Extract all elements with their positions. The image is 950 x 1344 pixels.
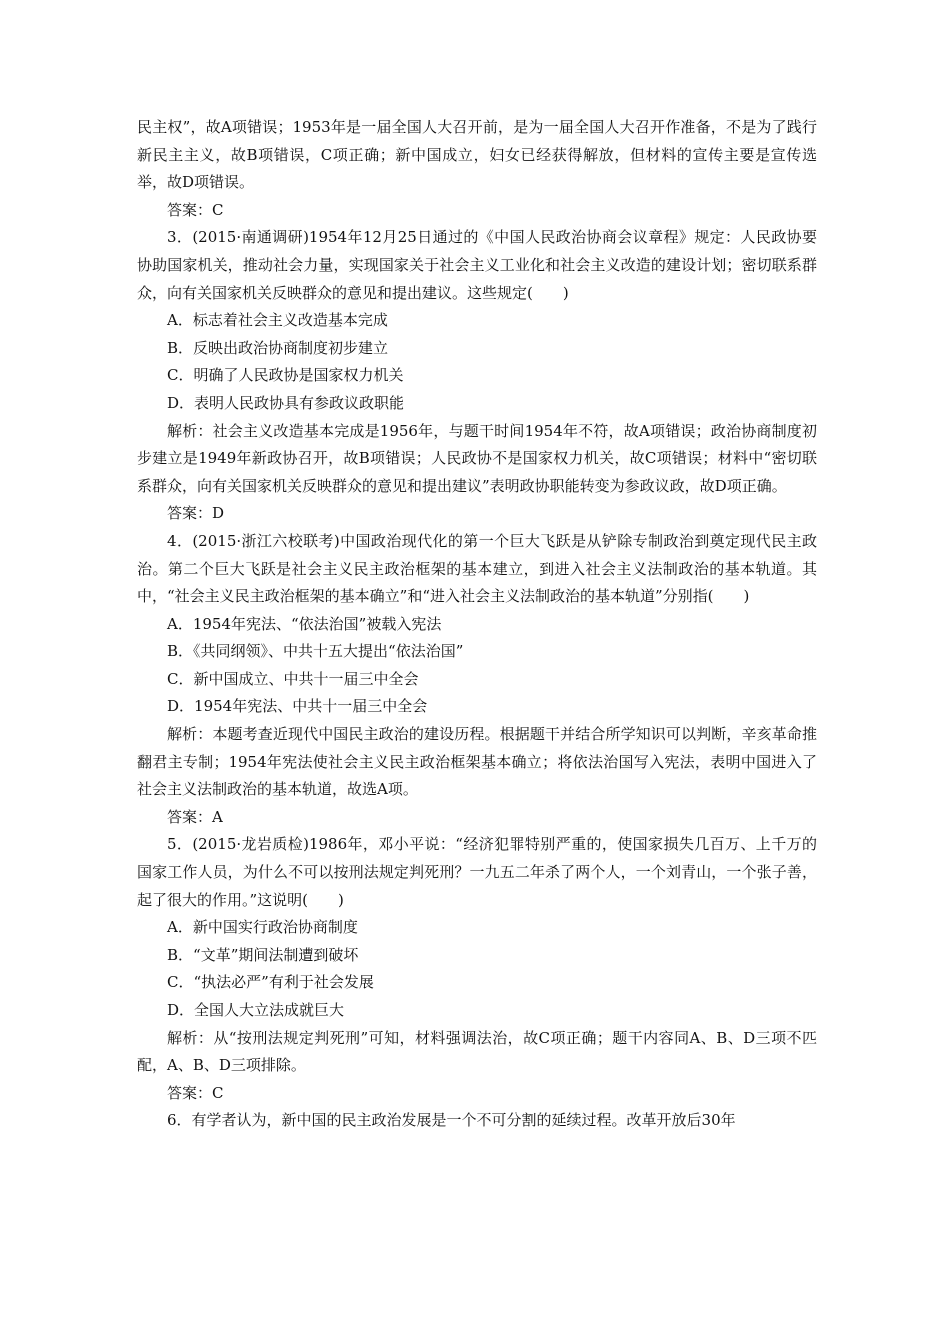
analysis-text: 解析：从“按刑法规定判死刑”可知，材料强调法治，故C项正确；题干内容同A、B、D三项不匹配，A、B、D三项排除。 bbox=[137, 1028, 817, 1075]
question-stem: 3．(2015·南通调研)1954年12月25日通过的《中国人民政治协商会议章程》规定：人民政协要协助国家机关，推动社会力量，实现国家关于社会主义工业化和社会主义改造的建设计划；密切联系群众，向有关国家机关反映群众的意见和提出建议。这些规定( ) bbox=[137, 228, 817, 302]
option-c: C．明确了人民政协是国家权力机关 bbox=[167, 366, 404, 385]
answer-text: 答案：A bbox=[167, 807, 223, 826]
question-4 bbox=[137, 528, 817, 832]
option-b: B．“文革”期间法制遭到破坏 bbox=[167, 945, 359, 964]
option-c: C．新中国成立、中共十一届三中全会 bbox=[167, 669, 419, 688]
option-a: A．新中国实行政治协商制度 bbox=[167, 918, 358, 937]
option-a: A．标志着社会主义改造基本完成 bbox=[167, 311, 388, 330]
analysis-text: 解析：本题考查近现代中国民主政治的建设历程。根据题干并结合所学知识可以判断，辛亥革命推翻君主专制；1954年宪法使社会主义民主政治框架基本确立；将依法治国写入宪法，表明中国进入了社会主义法制政治的基本轨道，故选A项。 bbox=[137, 725, 817, 799]
option-d: D．表明人民政协具有参政议政职能 bbox=[167, 393, 405, 412]
answer-text: 答案：C bbox=[167, 200, 224, 219]
option-b: B．反映出政治协商制度初步建立 bbox=[167, 338, 389, 357]
option-d: D．全国人大立法成就巨大 bbox=[167, 1001, 345, 1019]
question-stem: 5．(2015·龙岩质检)1986年，邓小平说：“经济犯罪特别严重的，使国家损失几百万、上千万的国家工作人员，为什么不可以按刑法规定判死刑？一九五二年杀了两个人，一个刘青山，一个张子善，起了很大的作用。”这说明( ) bbox=[137, 835, 817, 909]
document-page bbox=[137, 114, 817, 1135]
analysis-text: 解析：社会主义改造基本完成是1956年，与题干时间1954年不符，故A项错误；政治协商制度初步建立是1949年新政协召开，故B项错误；人民政协不是国家权力机关，故C项错误；材料中“密切联系群众，向有关国家机关反映群众的意见和提出建议”表明政协职能转变为参政议政，故D项正确。 bbox=[137, 421, 817, 495]
question-6-stem: 6．有学者认为，新中国的民主政治发展是一个不可分割的延续过程。改革开放后30年 bbox=[167, 1111, 736, 1130]
answer-text: 答案：C bbox=[167, 1083, 224, 1102]
option-b: B．《共同纲领》、中共十五大提出“依法治国” bbox=[167, 642, 464, 661]
option-d: D．1954年宪法、中共十一届三中全会 bbox=[167, 697, 428, 716]
question-stem: 4．(2015·浙江六校联考)中国政治现代化的第一个巨大飞跃是从铲除专制政治到奠定现代民主政治。第二个巨大飞跃是社会主义民主政治框架的基本建立，到进入社会主义法制政治的基本轨道。其中，“社会主义民主政治框架的基本确立”和“进入社会主义法制政治的基本轨道”分别指( ) bbox=[137, 531, 817, 606]
question-5 bbox=[137, 831, 817, 1107]
analysis-text: 民主权”，故A项错误；1953年是一届全国人大召开前，是为一届全国人大召开作准备，不是为了践行新民主主义，故B项错误，C项正确；新中国成立，妇女已经获得解放，但材料的宣传主要是宣传选举，故D项错误。 bbox=[137, 118, 817, 192]
option-c: C．“执法必严”有利于社会发展 bbox=[167, 973, 374, 992]
question-3 bbox=[137, 224, 817, 528]
answer-text: 答案：D bbox=[167, 504, 225, 523]
option-a: A．1954年宪法、“依法治国”被载入宪法 bbox=[167, 614, 442, 633]
